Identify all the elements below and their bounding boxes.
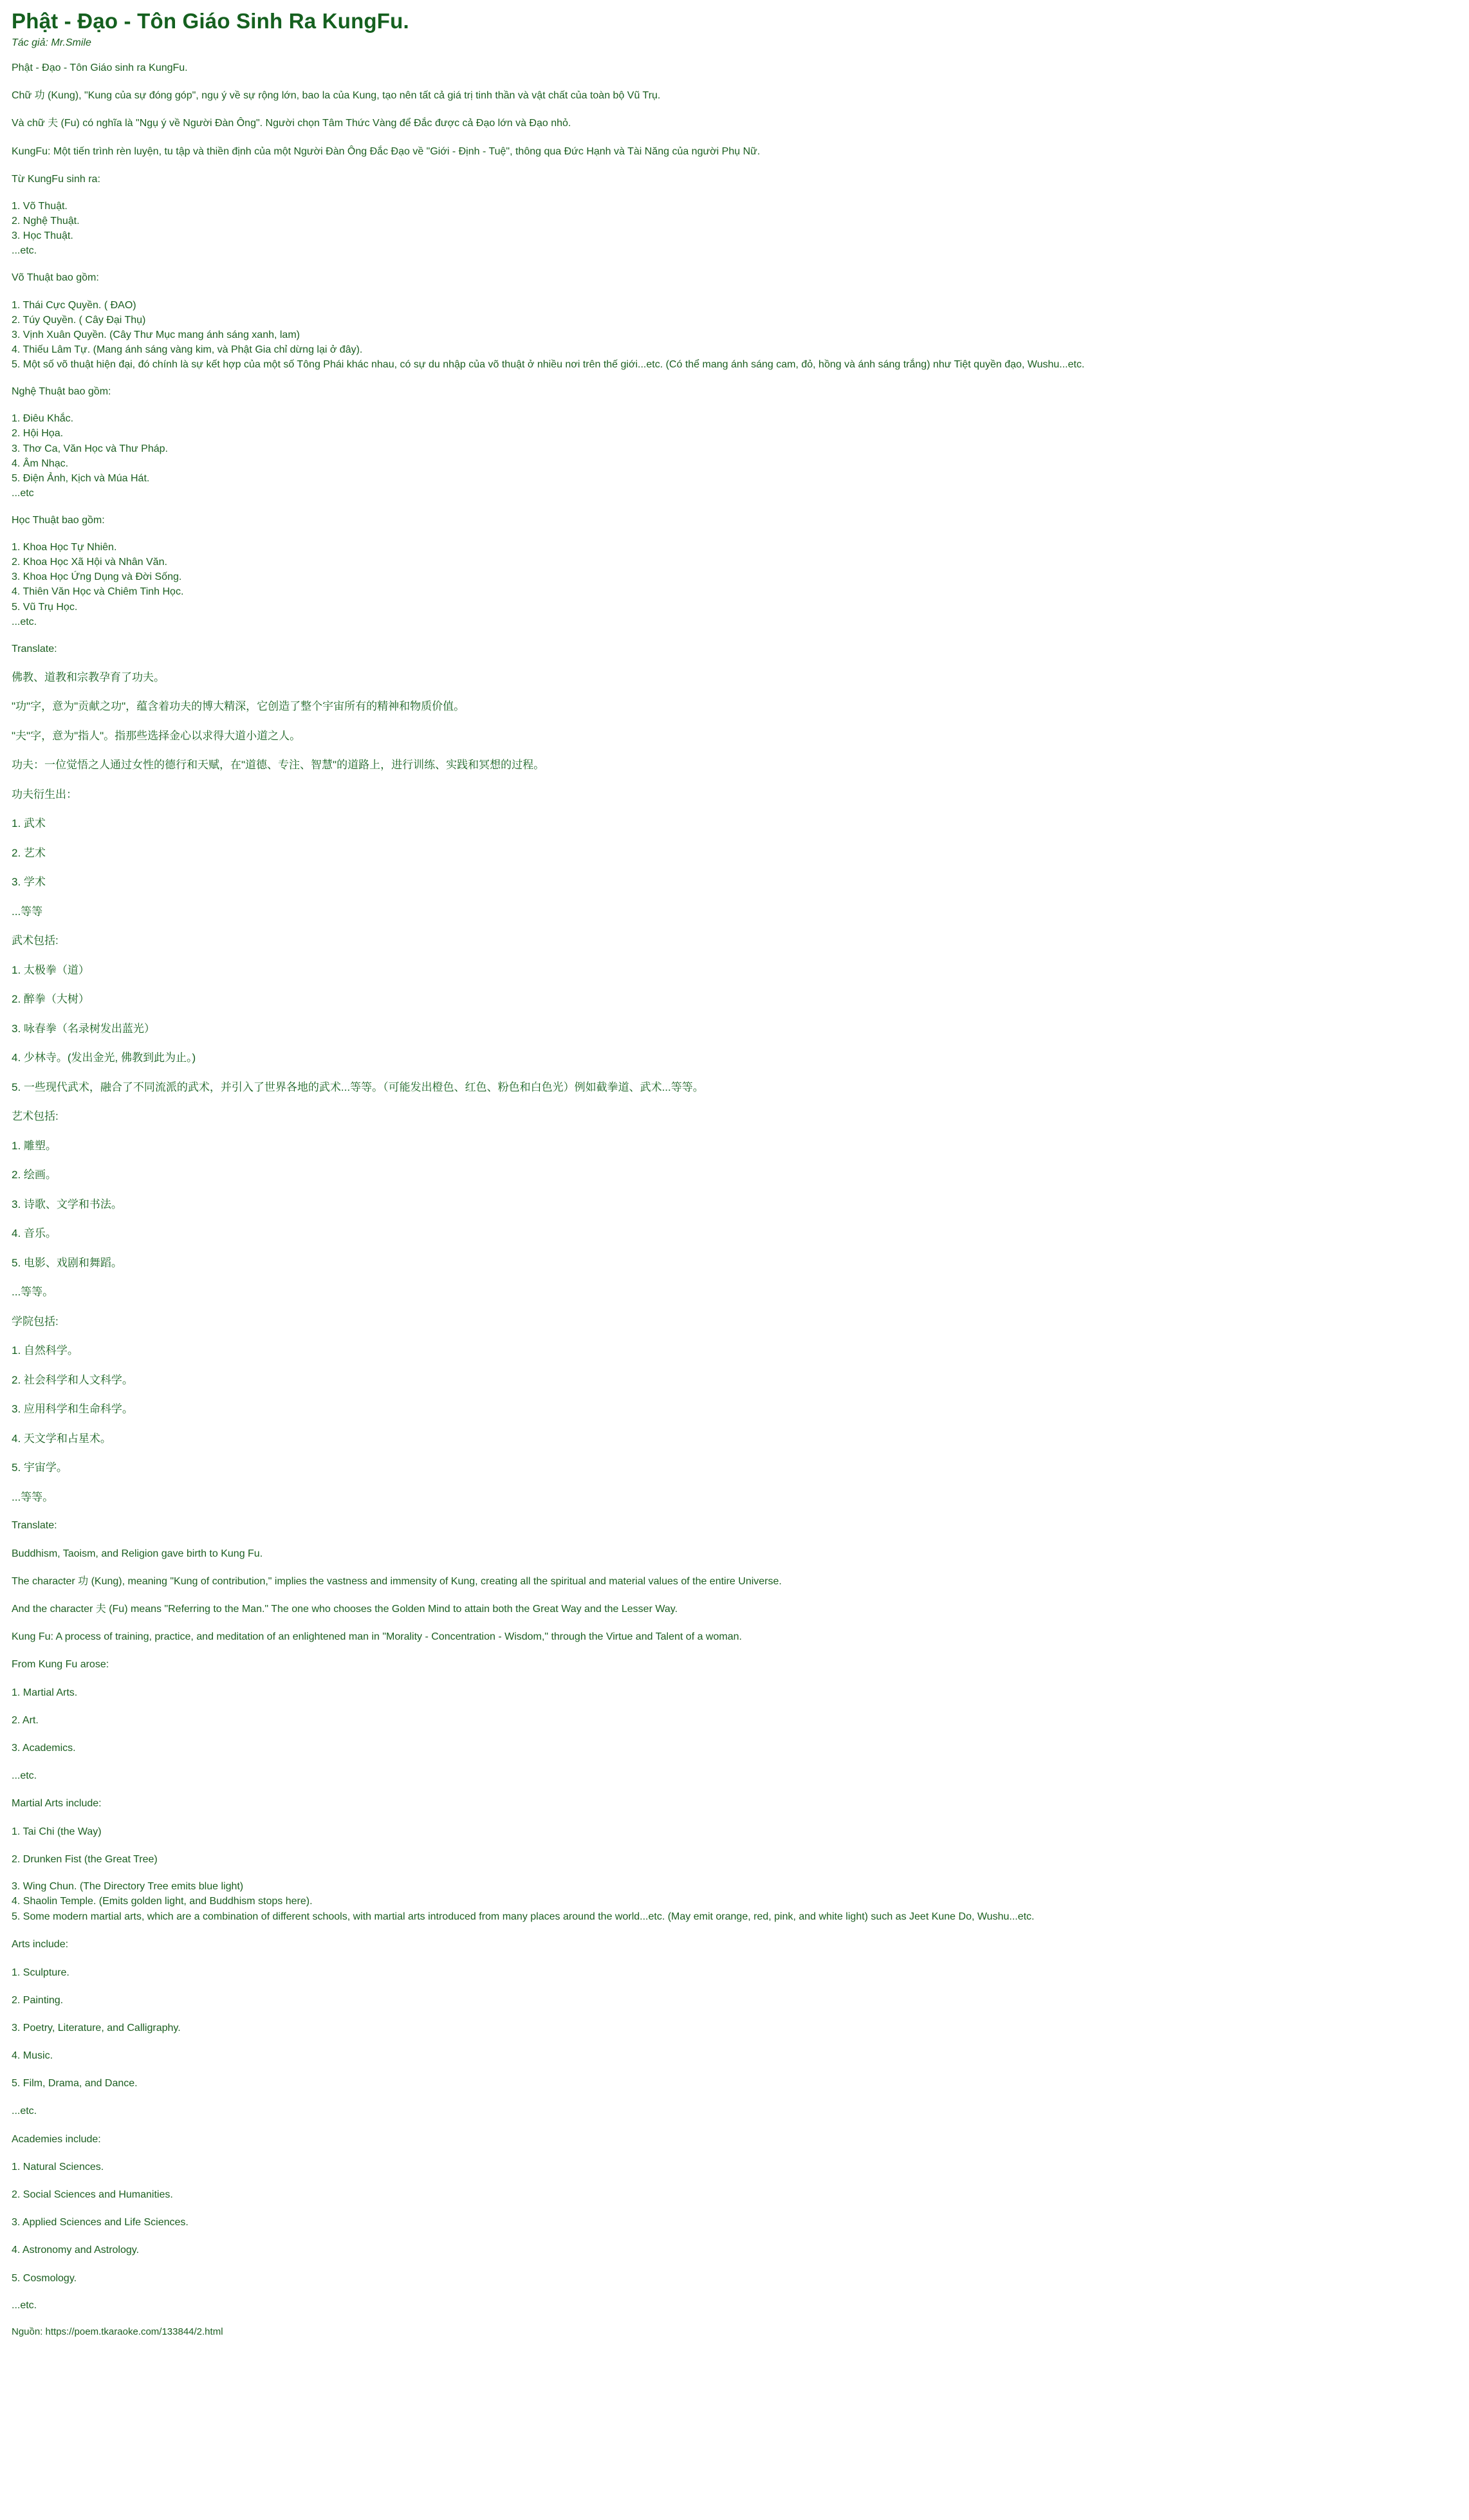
- list-item: 2. Drunken Fist (the Great Tree): [12, 1853, 158, 1865]
- list-item: ...etc: [12, 487, 34, 499]
- list-item: 5. 电影、戏剧和舞蹈。: [12, 1256, 122, 1269]
- list-item: 1. Sculpture.: [12, 1967, 69, 1978]
- list-item: ...etc.: [12, 616, 37, 627]
- zh-paragraph-3: "夫"字，意为"指人"。指那些选择金心以求得大道小道之人。: [12, 729, 301, 742]
- list-item: 1. Tai Chi (the Way): [12, 1826, 102, 1837]
- en-martial-heading: Martial Arts include:: [12, 1798, 102, 1810]
- list-item: 5. Một số võ thuật hiện đại, đó chính là sự kết hợp của một số Tông Phái khác nhau, có sự du nhập của võ thuật ở nhiều nơi trên thế giới...etc. (Có thể mang ánh sáng cam, đỏ, hồng và ánh sáng trắng) như Tiệt quyền đạo, Wushu...etc.: [12, 359, 1085, 370]
- list-item: 5. 一些现代武术，融合了不同流派的武术，并引入了世界各地的武术...等等。（可能发出橙色、红色、粉色和白色光）例如截拳道、武术...等等。: [12, 1080, 704, 1093]
- en-paragraph-1: Buddhism, Taoism, and Religion gave birth to Kung Fu.: [12, 1548, 263, 1559]
- list-item: 3. Học Thuật.: [12, 230, 73, 242]
- list-item: 4. Thiên Văn Học và Chiêm Tinh Học.: [12, 586, 184, 598]
- list-item: 5. Điện Ảnh, Kịch và Múa Hát.: [12, 472, 150, 484]
- en-list-arts: [12, 1965, 1457, 2119]
- translate-label-english: Translate:: [12, 1520, 57, 1532]
- list-item: 3. 学术: [12, 876, 46, 889]
- vi-kung-paragraph: Chữ 功 (Kung), "Kung của sự đóng góp", ngụ ý về sự rộng lớn, bao la của Kung, tạo nên tất cả giá trị tinh thần và vật chất của toàn bộ Vũ Trụ.: [12, 90, 661, 102]
- list-item: 3. Wing Chun. (The Directory Tree emits blue light): [12, 1880, 244, 1892]
- en-list-martial: [12, 1824, 1457, 1925]
- vi-list-main: [12, 199, 1457, 257]
- en-from-kungfu-heading: From Kung Fu arose:: [12, 1659, 109, 1671]
- list-item: 2. Art.: [12, 1714, 39, 1726]
- vi-list-academics: [12, 541, 1457, 629]
- vi-arts-heading: Nghệ Thuật bao gồm:: [12, 386, 111, 398]
- list-item: 2. Hội Họa.: [12, 428, 64, 440]
- en-list-academies: [12, 2160, 1457, 2312]
- list-item: ...等等: [12, 905, 43, 918]
- list-item: 3. 诗歌、文学和书法。: [12, 1198, 122, 1210]
- list-item: ...etc.: [12, 2106, 37, 2117]
- vi-kungfu-paragraph: KungFu: Một tiến trình rèn luyện, tu tập và thiền định của một Người Đàn Ông Đắc Đạo về "Giới - Định - Tuệ", thông qua Đức Hạnh và Tài Năng của người Phụ Nữ.: [12, 145, 761, 157]
- list-item: 4. Shaolin Temple. (Emits golden light, and Buddhism stops here).: [12, 1896, 313, 1907]
- zh-list-academy: [12, 1342, 1457, 1505]
- list-item: ...etc.: [12, 1770, 37, 1782]
- list-item: 4. Âm Nhạc.: [12, 458, 69, 469]
- en-paragraph-3: And the character 夫 (Fu) means "Referring to the Man." The one who chooses the Golden Mind to attain both the Great Way and the Lesser Way.: [12, 1604, 678, 1615]
- list-item: 3. Khoa Học Ứng Dụng và Đời Sống.: [12, 571, 182, 583]
- list-item: 5. 宇宙学。: [12, 1461, 68, 1474]
- source-link[interactable]: Nguồn: https://poem.tkaraoke.com/133844/2.html: [12, 2326, 223, 2337]
- list-item: 2. 绘画。: [12, 1169, 57, 1181]
- list-item: ...等等。: [12, 1490, 54, 1503]
- list-item: ...etc.: [12, 245, 37, 257]
- zh-martial-heading: 武术包括:: [12, 934, 59, 947]
- zh-arts-heading: 艺术包括:: [12, 1110, 59, 1123]
- list-item: 5. Vũ Trụ Học.: [12, 601, 78, 613]
- list-item: 1. Natural Sciences.: [12, 2161, 104, 2173]
- list-item: 2. 艺术: [12, 846, 46, 859]
- vi-phu-paragraph: Và chữ 夫 (Fu) có nghĩa là "Ngụ ý về Người Đàn Ông". Người chọn Tâm Thức Vàng để Đắc được cả Đạo lớn và Đạo nhỏ.: [12, 118, 571, 129]
- zh-list-arts: [12, 1138, 1457, 1301]
- page-title: Phật - Đạo - Tôn Giáo Sinh Ra KungFu.: [12, 9, 409, 33]
- vi-from-kungfu-heading: Từ KungFu sinh ra:: [12, 173, 100, 185]
- list-item: 1. Điêu Khắc.: [12, 413, 74, 425]
- list-item: 3. Vịnh Xuân Quyền. (Cây Thư Mục mang ánh sáng xanh, lam): [12, 329, 300, 340]
- list-item: 4. 少林寺。(发出金光, 佛教到此为止。): [12, 1052, 196, 1064]
- en-paragraph-2: The character 功 (Kung), meaning "Kung of contribution," implies the vastness and immensity of Kung, creating all the spiritual and material values of the entire Universe.: [12, 1575, 782, 1587]
- list-item: 1. 雕塑。: [12, 1139, 57, 1152]
- list-item: 1. Võ Thuật.: [12, 200, 68, 212]
- list-item: 3. Academics.: [12, 1742, 76, 1754]
- translate-label-chinese: Translate:: [12, 643, 57, 654]
- list-item: 4. 天文学和占星术。: [12, 1432, 111, 1445]
- list-item: 3. Applied Sciences and Life Sciences.: [12, 2217, 189, 2228]
- list-item: 4. 音乐。: [12, 1227, 57, 1240]
- list-item: 4. Music.: [12, 2050, 53, 2062]
- list-item: 2. Khoa Học Xã Hội và Nhân Văn.: [12, 557, 167, 568]
- zh-paragraph-4: 功夫：一位觉悟之人通过女性的德行和天赋，在"道德、专注、智慧"的道路上，进行训练、实践和冥想的过程。: [12, 759, 545, 772]
- list-item: 1. 太极拳（道）: [12, 963, 89, 976]
- zh-list-martial: [12, 962, 1457, 1096]
- list-item: 5. Film, Drama, and Dance.: [12, 2078, 138, 2089]
- zh-academy-heading: 学院包括:: [12, 1315, 59, 1328]
- list-item: 4. Thiếu Lâm Tự. (Mang ánh sáng vàng kim, và Phật Gia chỉ dừng lại ở đây).: [12, 344, 363, 355]
- list-item: 2. Social Sciences and Humanities.: [12, 2189, 173, 2201]
- list-item: 1. 自然科学。: [12, 1344, 79, 1357]
- list-item: 1. 武术: [12, 817, 46, 830]
- vi-academics-heading: Học Thuật bao gồm:: [12, 514, 105, 526]
- list-item: 1. Khoa Học Tự Nhiên.: [12, 542, 117, 553]
- list-item: 2. 醉拳（大树）: [12, 993, 89, 1006]
- vi-martial-heading: Võ Thuật bao gồm:: [12, 272, 99, 284]
- en-list-main: [12, 1685, 1457, 1784]
- vi-list-arts: [12, 412, 1457, 500]
- en-paragraph-4: Kung Fu: A process of training, practice, and meditation of an enlightened man in "Morality - Concentration - Wisdom," through the Virtue and Talent of a woman.: [12, 1631, 742, 1643]
- list-item: 3. Poetry, Literature, and Calligraphy.: [12, 2022, 181, 2034]
- list-item: 2. Nghệ Thuật.: [12, 216, 80, 227]
- list-item: 3. 咏春拳（名录树发出蓝光）: [12, 1022, 155, 1035]
- en-arts-heading: Arts include:: [12, 1939, 69, 1950]
- author-line: Tác giả: Mr.Smile: [12, 37, 91, 48]
- vi-list-martial: [12, 299, 1457, 372]
- zh-list-main: [12, 815, 1457, 920]
- list-item: 2. Túy Quyền. ( Cây Đại Thụ): [12, 314, 146, 326]
- list-item: 5. Cosmology.: [12, 2272, 77, 2284]
- list-item: ...etc.: [12, 2299, 37, 2311]
- en-academies-heading: Academies include:: [12, 2133, 101, 2145]
- list-item: 2. 社会科学和人文科学。: [12, 1373, 133, 1386]
- list-item: 4. Astronomy and Astrology.: [12, 2245, 140, 2256]
- list-item: 3. Thơ Ca, Văn Học và Thư Pháp.: [12, 443, 168, 454]
- zh-paragraph-2: "功"字，意为"贡献之功"，蕴含着功夫的博大精深，它创造了整个宇宙所有的精神和物质价值。: [12, 700, 465, 713]
- list-item: 2. Painting.: [12, 1994, 64, 2006]
- list-item: ...等等。: [12, 1286, 54, 1299]
- intro-paragraph: Phật - Đạo - Tôn Giáo sinh ra KungFu.: [12, 62, 188, 73]
- list-item: 1. Thái Cực Quyền. ( ĐAO): [12, 299, 136, 311]
- list-item: 1. Martial Arts.: [12, 1687, 78, 1698]
- zh-paragraph-1: 佛教、道教和宗教孕育了功夫。: [12, 671, 165, 683]
- zh-from-kungfu-heading: 功夫衍生出：: [12, 788, 77, 801]
- list-item: 3. 应用科学和生命科学。: [12, 1403, 133, 1416]
- list-item: 5. Some modern martial arts, which are a combination of different schools, with martial arts introduced from many places around the world...etc. (May emit orange, red, pink, and white light) such as Jeet Kune Do, Wushu...etc.: [12, 1911, 1035, 1923]
